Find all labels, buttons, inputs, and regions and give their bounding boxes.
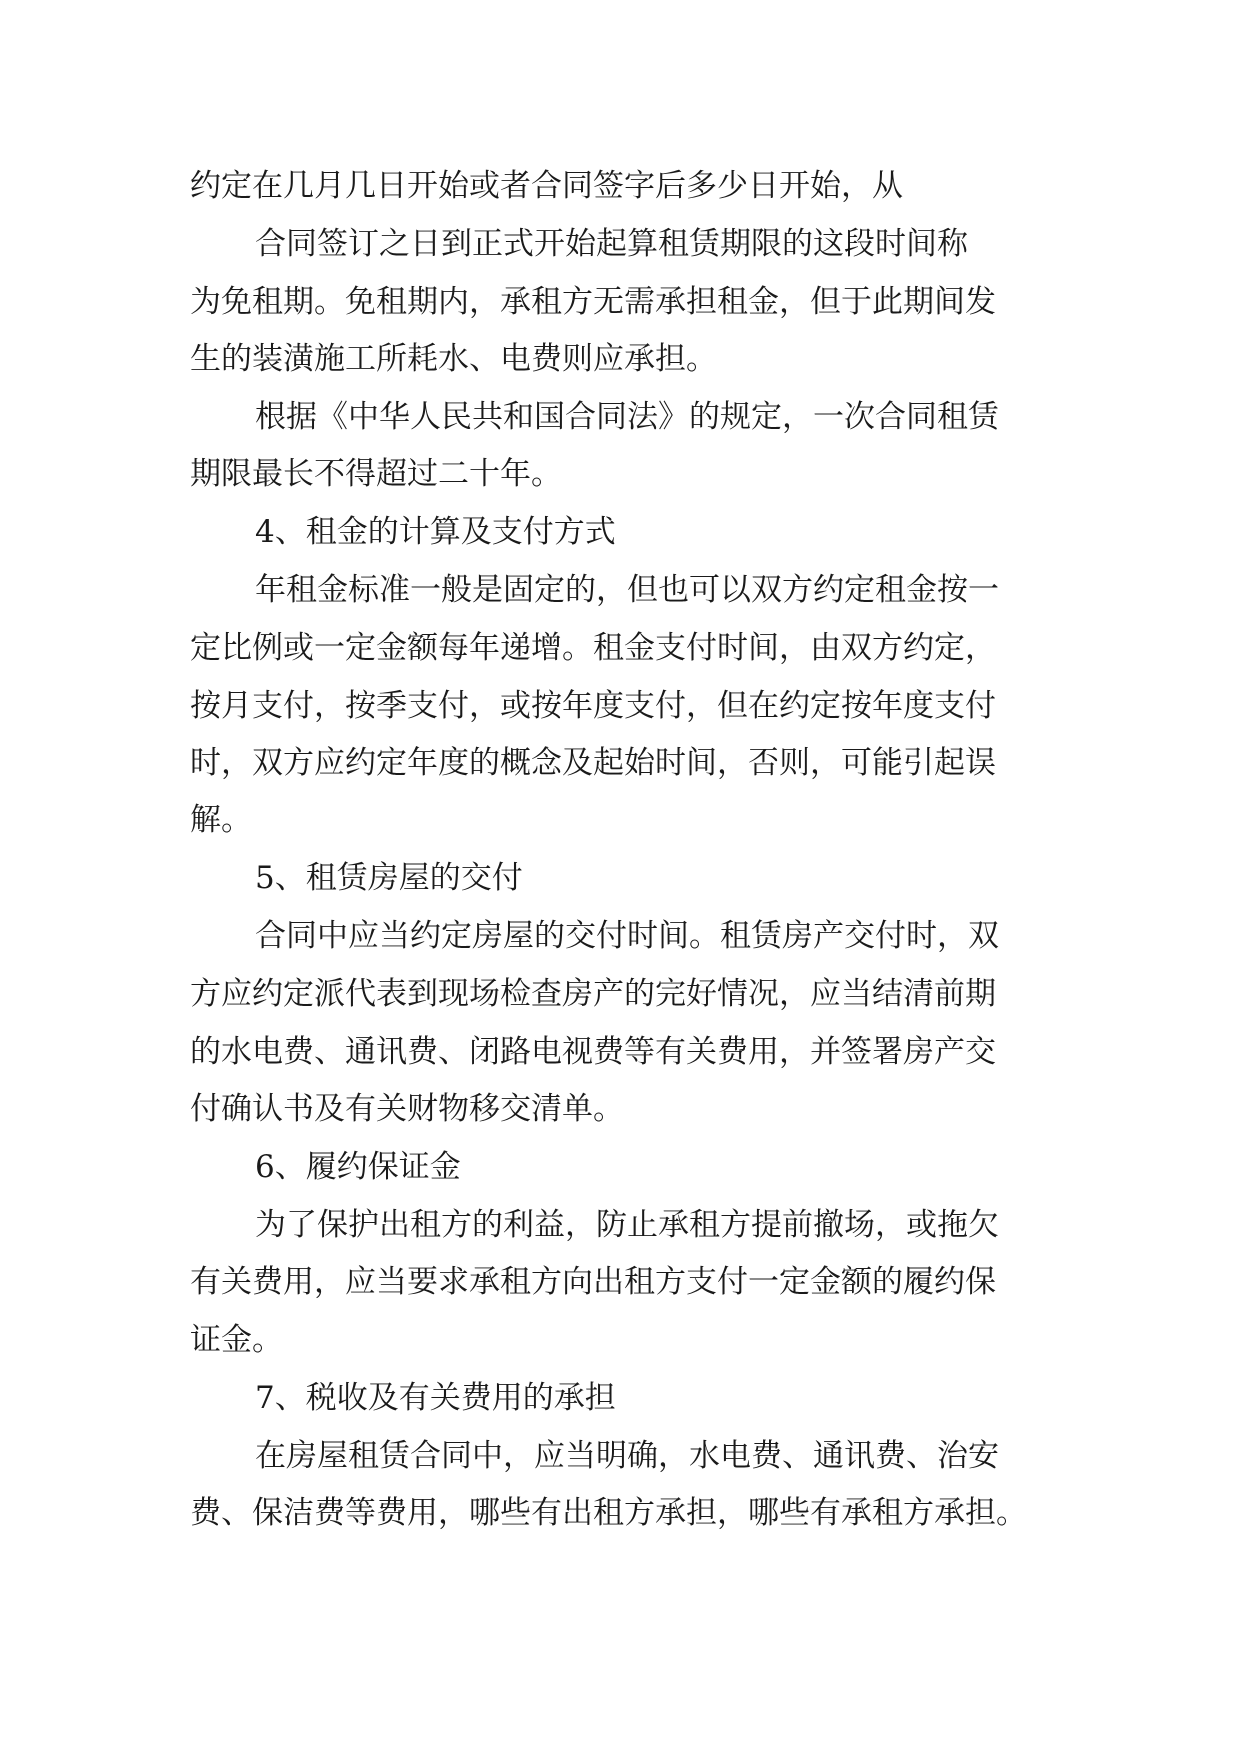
- text-line: 费、保洁费等费用，哪些有出租方承担，哪些有承租方承担。: [190, 1495, 1027, 1531]
- text-line: 生的装潢施工所耗水、电费则应承担。: [190, 341, 717, 377]
- section-heading: 4、租金的计算及支付方式: [255, 514, 616, 550]
- text-line: 证金。: [190, 1322, 283, 1358]
- text-line: 解。: [190, 802, 252, 838]
- text-line: 有关费用，应当要求承租方向出租方支付一定金额的履约保: [190, 1264, 996, 1300]
- paragraph-text: 合同签订之日到正式开始起算租赁期限的这段时间称: [255, 226, 968, 262]
- text-line: 方应约定派代表到现场检查房产的完好情况，应当结清前期: [190, 976, 996, 1012]
- text-line: 约定在几月几日开始或者合同签字后多少日开始，从: [190, 168, 903, 204]
- paragraph-text: 为了保护出租方的利益，防止承租方提前撤场，或拖欠: [255, 1207, 999, 1243]
- text-line: 定比例或一定金额每年递增。租金支付时间，由双方约定，: [190, 630, 996, 666]
- text-line: 的水电费、通讯费、闭路电视费等有关费用，并签署房产交: [190, 1034, 996, 1070]
- section-heading: 6、履约保证金: [255, 1149, 461, 1185]
- text-line: 付确认书及有关财物移交清单。: [190, 1091, 624, 1127]
- section-heading: 7、税收及有关费用的承担: [255, 1380, 616, 1416]
- paragraph-text: 在房屋租赁合同中，应当明确，水电费、通讯费、治安: [255, 1438, 999, 1474]
- paragraph-text: 根据《中华人民共和国合同法》的规定，一次合同租赁: [255, 399, 999, 435]
- text-line: 时，双方应约定年度的概念及起始时间，否则，可能引起误: [190, 745, 996, 781]
- section-heading: 5、租赁房屋的交付: [255, 860, 523, 896]
- text-line: 为免租期。免租期内，承租方无需承担租金，但于此期间发: [190, 284, 996, 320]
- paragraph-text: 合同中应当约定房屋的交付时间。租赁房产交付时，双: [255, 918, 999, 954]
- paragraph-text: 年租金标准一般是固定的，但也可以双方约定租金按一: [255, 572, 999, 608]
- text-line: 期限最长不得超过二十年。: [190, 456, 562, 492]
- text-line: 按月支付，按季支付，或按年度支付，但在约定按年度支付: [190, 688, 996, 724]
